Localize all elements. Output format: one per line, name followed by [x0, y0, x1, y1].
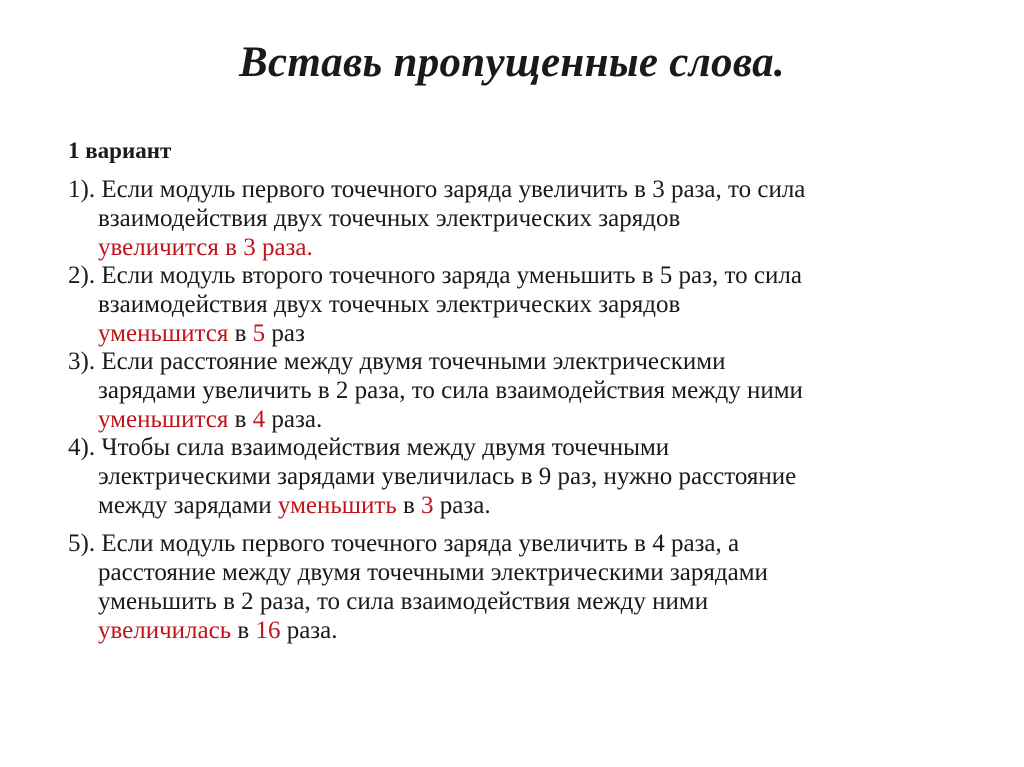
variant-label: 1 вариант [68, 138, 172, 163]
question-4-tail: раза. [433, 492, 491, 519]
question-4-answer-number: 3 [421, 492, 434, 519]
question-3-line-2: зарядами увеличить в 2 раза, то сила взаимодействия между ними [98, 377, 803, 404]
question-1-answer: увеличится в 3 раза. [98, 234, 313, 261]
question-4-answer-word: уменьшить [277, 492, 397, 519]
question-2-answer-number: 5 [252, 320, 266, 347]
question-5-line-1: 5). Если модуль первого точечного заряда увеличить в 4 раза, а [68, 530, 740, 557]
question-4-line-2: электрическими зарядами увеличилась в 9 раз, нужно расстояние [98, 463, 797, 490]
question-4-line-3 [68, 491, 998, 520]
question-3-line-1: 3). Если расстояние между двумя точечными электрическими [68, 348, 726, 375]
question-5-line-4 [68, 616, 998, 645]
question-1 [68, 175, 998, 262]
question-5-answer-number: 16 [255, 617, 281, 644]
question-2-tail: раз [265, 320, 305, 347]
question-3-answer-number: 4 [252, 406, 266, 433]
question-5-connector: в [231, 617, 256, 644]
question-2-line-2: взаимодействия двух точечных электрических зарядов [98, 291, 681, 318]
question-3-tail: раза. [265, 406, 323, 433]
question-3-connector: в [228, 406, 253, 433]
question-5-line-2: расстояние между двумя точечными электрическими зарядами [98, 559, 768, 586]
question-3 [68, 347, 998, 434]
question-2-line-1: 2). Если модуль второго точечного заряда уменьшить в 5 раз, то сила [68, 262, 802, 289]
question-4-line-1: 4). Чтобы сила взаимодействия между двумя точечными [68, 434, 670, 461]
question-5 [68, 529, 998, 645]
question-4-connector: в [396, 492, 422, 519]
question-3-line-3 [68, 405, 998, 434]
question-5-answer-word: увеличилась [98, 617, 232, 644]
question-5-tail: раза. [280, 617, 338, 644]
question-2-connector: в [228, 320, 253, 347]
question-1-line-2: взаимодействия двух точечных электрических зарядов [98, 205, 681, 232]
question-4 [68, 433, 998, 520]
question-2-answer-word: уменьшится [98, 320, 229, 347]
question-3-answer-word: уменьшится [98, 406, 229, 433]
slide-title: Вставь пропущенные слова. [239, 39, 785, 86]
question-2-line-3 [68, 319, 998, 348]
question-4-lead: между зарядами [98, 492, 278, 519]
question-5-line-3: уменьшить в 2 раза, то сила взаимодействия между ними [98, 588, 709, 615]
question-1-line-1: 1). Если модуль первого точечного заряда увеличить в 3 раза, то сила [68, 176, 806, 203]
question-2 [68, 261, 998, 348]
